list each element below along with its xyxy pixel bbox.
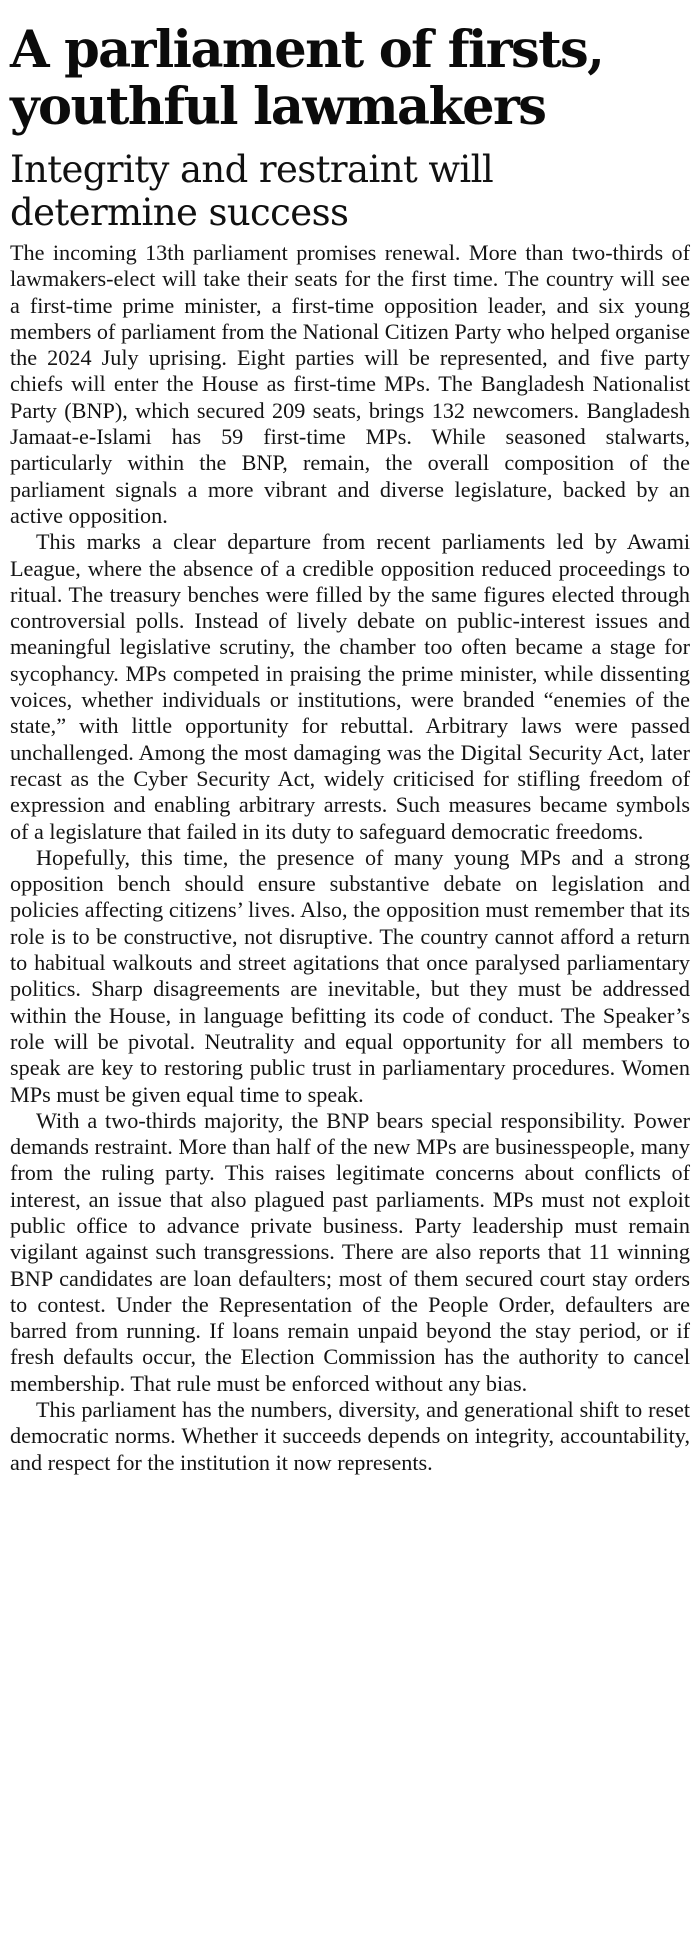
headline: A parliament of firsts, youthful lawmakers <box>10 20 604 137</box>
article-body <box>10 240 690 1476</box>
paragraph-4: With a two-thirds majority, the BNP bears special responsibility. Power demands restraint. More than half of the new MPs are businesspeople, many from the ruling party. This raises legitimate concerns about conflicts of interest, an issue that also plagued past parliaments. MPs must not exploit public office to advance private business. Party leadership must remain vigilant against such transgressions. There are also reports that 11 winning BNP candidates are loan defaulters; most of them secured court stay orders to contest. Under the Representation of the People Order, defaulters are barred from running. If loans remain unpaid beyond the stay period, or if fresh defaults occur, the Election Commission has the authority to cancel membership. That rule must be enforced without any bias. <box>10 1107 690 1396</box>
paragraph-3: Hopefully, this time, the presence of many young MPs and a strong opposition bench should ensure substantive debate on legislation and policies affecting citizens’ lives. Also, the opposition must remember that its role is to be constructive, not disruptive. The country cannot afford a return to habitual walkouts and street agitations that once paralysed parliamentary politics. Sharp disagreements are inevitable, but they must be addressed within the House, in language befitting its code of conduct. The Speaker’s role will be pivotal. Neutrality and equal opportunity for all members to speak are key to restoring public trust in parliamentary procedures. Women MPs must be given equal time to speak. <box>10 844 690 1107</box>
subheadline: Integrity and restraint will determine success <box>10 148 494 234</box>
paragraph-2: This marks a clear departure from recent parliaments led by Awami League, where the absence of a credible opposition reduced proceedings to ritual. The treasury benches were filled by the same figures elected through controversial polls. Instead of lively debate on public-interest issues and meaningful legislative scrutiny, the chamber too often became a stage for sycophancy. MPs competed in praising the prime minister, while dissenting voices, whether individuals or institutions, were branded “enemies of the state,” with little opportunity for rebuttal. Arbitrary laws were passed unchallenged. Among the most damaging was the Digital Security Act, later recast as the Cyber Security Act, widely criticised for stifling freedom of expression and enabling arbitrary arrests. Such measures became symbols of a legislature that failed in its duty to safeguard democratic freedoms. <box>10 529 690 844</box>
editorial-article <box>10 0 690 1476</box>
paragraph-5: This parliament has the numbers, diversity, and generational shift to reset democratic norms. Whether it succeeds depends on integrity, accountability, and respect for the institution it now represents. <box>10 1397 690 1475</box>
paragraph-1: The incoming 13th parliament promises renewal. More than two-thirds of lawmakers-elect will take their seats for the first time. The country will see a first-time prime minister, a first-time opposition leader, and six young members of parliament from the National Citizen Party who helped organise the 2024 July uprising. Eight parties will be represented, and five party chiefs will enter the House as first-time MPs. The Bangladesh Nationalist Party (BNP), which secured 209 seats, brings 132 newcomers. Bangladesh Jamaat-e-Islami has 59 first-time MPs. While seasoned stalwarts, particularly within the BNP, remain, the overall composition of the parliament signals a more vibrant and diverse legislature, backed by an active opposition. <box>10 240 690 528</box>
